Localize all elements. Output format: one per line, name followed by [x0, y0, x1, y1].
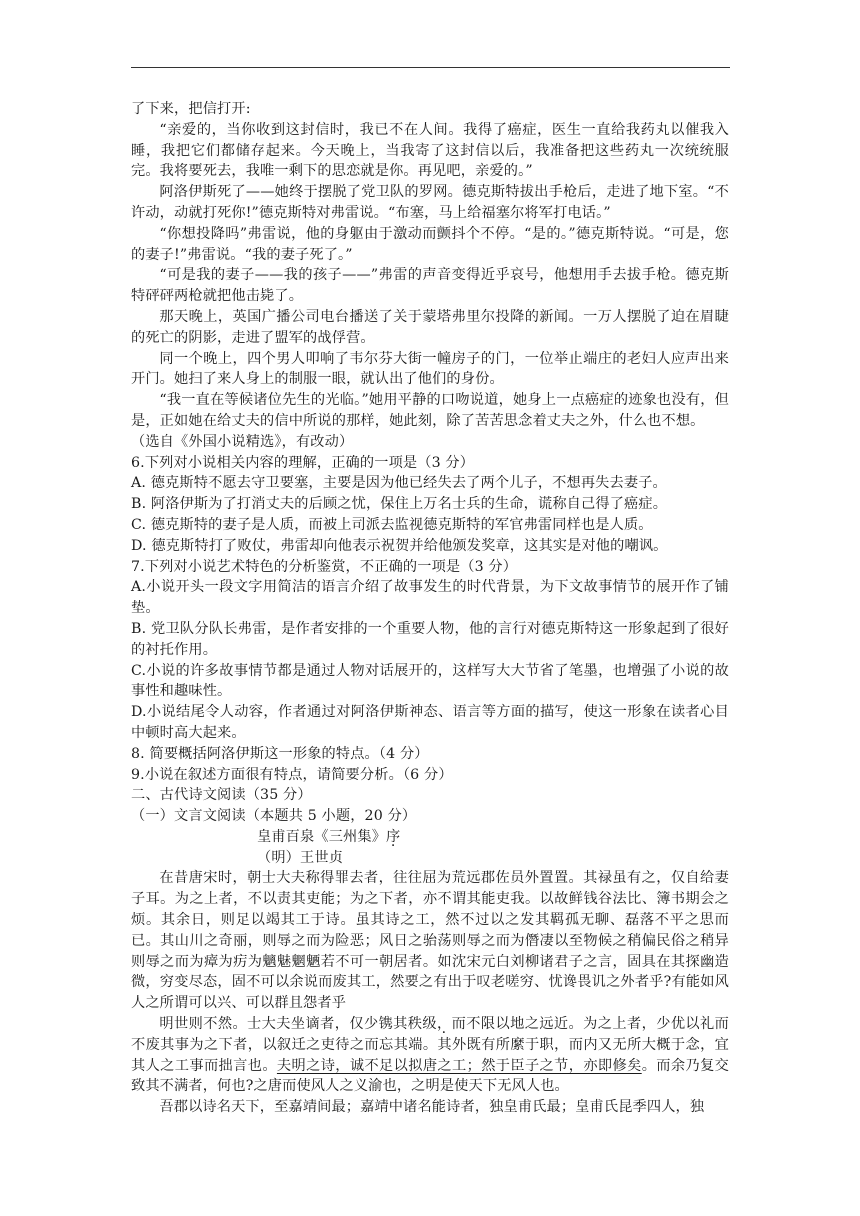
classical-title-text: 皇甫百泉《三州集》	[257, 828, 387, 845]
section-2: 二、古代诗文阅读（35 分）	[131, 787, 312, 804]
q7-a: A.小说开头一段文字用简洁的语言介绍了故事发生的时代背景，为下文故事情节的展开作了铺垫。	[131, 579, 729, 617]
para-4: “可是我的妻子——我的孩子——”弗雷的声音变得近乎哀号，他想用手去拔手枪。德克斯特砰砰两枪就把他击毙了。	[131, 267, 729, 305]
document-body	[131, 99, 729, 1118]
q8: 8. 简要概括阿洛伊斯这一形象的特点。（4 分）	[131, 745, 429, 762]
q9: 9.小说在叙述方面很有特点，请简要分析。（6 分）	[131, 766, 453, 783]
paragraph-list	[131, 99, 729, 827]
q6-a: A. 德克斯特不愿去守卫要塞，主要是因为他已经失去了两个儿子，不想再失去妻子。	[131, 475, 667, 492]
q6-b: B. 阿洛伊斯为了打消丈夫的后顾之忧，保住上万名士兵的生命，谎称自己得了癌症。	[131, 496, 668, 513]
section-2-1: （一）文言文阅读（本题共 5 小题，20 分）	[131, 808, 417, 825]
para-5: 那天晚上，英国广播公司电台播送了关于蒙塔弗里尔投降的新闻。一万人摆脱了迫在眉睫的死亡的阴影，走进了盟军的战俘营。	[131, 308, 729, 346]
classical-para-2	[131, 1014, 729, 1097]
q7: 7.下列对小说艺术特色的分析鉴赏，不正确的一项是（3 分）	[131, 558, 518, 575]
q7-d: D.小说结尾令人动容，作者通过对阿洛伊斯神态、语言等方面的描写，使这一形象在读者心目中顿时高大起来。	[131, 704, 729, 741]
para-6: 同一个晚上，四个男人叩响了韦尔芬大街一幢房子的门，一位举止端庄的老妇人应声出来开门。她扫了来人身上的制服一眼，就认出了他们的身份。	[131, 350, 729, 388]
classical-para-2-part-b: ，而不限以地之远近。为之上者，少优以礼而不废其事为之下者，以叙迁之吏待之而忘其端。其外既有所縻于职，而内又无所大概于念，宜其人之工事而拙言也。	[131, 1016, 729, 1074]
classical-para-1: 在昔唐宋时，朝士大夫称得罪去者，往往屈为荒远郡佐员外置置。其禄虽有之，仅自给妻子耳。为之上者，不以责其吏能；为之下者，亦不谓其能吏我。以故鲜钱谷法比、簿书期会之烦。其余日，则足以竭其工于诗。虽其诗之工，然不过以之发其羁孤无聊、磊落不平之思而已。其山川之奇丽，则辱之而为险恶；风日之骀荡则辱之而为僭凄以至物候之稍偏民俗之稍异则辱之而为瘴为疠为魑魅魍魉若不可一朝居者。如沈宋元白刘柳诸君子之言，固具在其探幽造微，穷变尽态，固不可以余说而废其工，然要之有出于叹老嗟穷、忧谗畏讥之外者乎?有能如风人之所谓可以兴、可以群且怨者乎	[131, 870, 729, 1012]
para-2: 阿洛伊斯死了——她终于摆脱了党卫队的罗网。德克斯特拔出手枪后，走进了地下室。“不许动，动就打死你!”德克斯特对弗雷说。“布塞，马上给福塞尔将军打电话。”	[131, 184, 729, 221]
classical-author: （明）王世贞	[257, 849, 344, 866]
q7-b: B. 党卫队分队长弗雷，是作者安排的一个重要人物，他的言行对德克斯特这一形象起到了很好的衬托作用。	[131, 620, 729, 658]
header-rule	[131, 67, 730, 68]
classical-para-2-dotted-char: 级	[422, 1016, 438, 1033]
classical-para-3: 吾郡以诗名天下，至嘉靖间最；嘉靖中诸名能诗者，独皇甫氏最；皇甫氏昆季四人，独	[159, 1099, 705, 1116]
classical-para-2-part-c: 。而余乃复交致其不满者，何也?之唐而使风人之义渝也，之明是使天下无风人也。	[131, 1057, 729, 1095]
q6-d: D. 德克斯特打了败仗，弗雷却向他表示祝贺并给他颁发奖章，这其实是对他的嘲讽。	[131, 537, 668, 554]
q6: 6.下列对小说相关内容的理解，正确的一项是（3 分）	[131, 454, 475, 471]
para-7: “我一直在等候诸位先生的光临。”她用平静的口吻说道，她身上一点癌症的迹象也没有，但是，正如她在给丈夫的信中所说的那样，她此刻，除了苦苦思念着丈夫之外，什么也不想。	[131, 392, 729, 429]
classical-title-dotted-char: 序	[386, 828, 401, 845]
classical-para-2-underlined: 夫明之诗，诚不足以拟唐之工；然于臣子之节，亦即修矣	[276, 1057, 642, 1074]
source: （选自《外国小说精选》，有改动）	[131, 433, 354, 450]
classical-title	[131, 827, 729, 848]
para-0: 了下来，把信打开:	[131, 101, 251, 117]
para-3: “你想投降吗”弗雷说，他的身躯由于激动而颤抖个不停。“是的。”德克斯特说。“可是，您的妻子!”弗雷说。“我的妻子死了。”	[131, 225, 729, 263]
q7-c: C.小说的许多故事情节都是通过人物对话展开的，这样写大大节省了笔墨，也增强了小说的故事性和趣味性。	[131, 662, 729, 700]
para-1: “亲爱的，当你收到这封信时，我已不在人间。我得了癌症，医生一直给我药丸以催我入睡，我把它们都储存起来。今天晚上，当我寄了这封信以后，我准备把这些药丸一次统统服完。我将要死去，我唯一剩下的思恋就是你。再见吧，亲爱的。”	[131, 121, 729, 180]
classical-para-2-part-a: 明世则不然。士大夫坐谪者，仅少镌其秩	[159, 1016, 423, 1033]
q6-c: C. 德克斯特的妻子是人质，而被上司派去监视德克斯特的军官弗雷同样也是人质。	[131, 516, 653, 533]
